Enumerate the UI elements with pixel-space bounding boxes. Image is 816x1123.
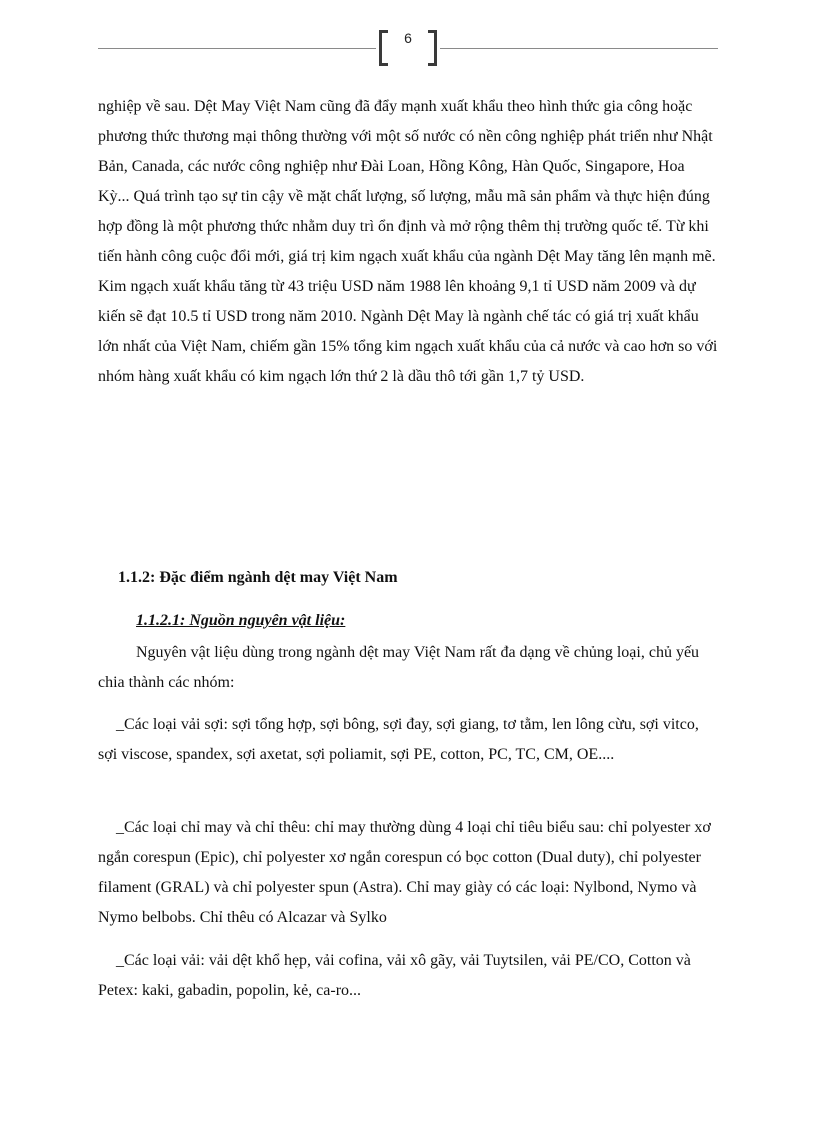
header-rule-right [440, 48, 718, 49]
header-rule-left [98, 48, 376, 49]
materials-intro-paragraph: Nguyên vật liệu dùng trong ngành dệt may Việt Nam rất đa dạng về chủng loại, chủ yếu chia thành các nhóm: [98, 644, 700, 691]
list-item-fabric-yarns: _Các loại vải sợi: sợi tổng hợp, sợi bông, sợi đay, sợi giang, tơ tằm, len lông cừu, sợi vitco, sợi viscose, spandex, sợi axetat, sợi poliamit, sợi PE, cotton, PC, TC, CM, OE.... [98, 716, 699, 763]
list-item-fabrics: _Các loại vải: vải dệt khổ hẹp, vải cofina, vải xô gãy, vải Tuytsilen, vải PE/CO, Cotton và Petex: kaki, gabadin, popolin, kẻ, ca-ro... [98, 952, 691, 999]
section-heading: 1.1.2: Đặc điểm ngành dệt may Việt Nam [118, 569, 398, 586]
list-item-threads: _Các loại chỉ may và chỉ thêu: chỉ may thường dùng 4 loại chỉ tiêu biểu sau: chỉ polyester xơ ngắn corespun (Epic), chỉ polyester xơ ngắn corespun có bọc cotton (Dual duty), chỉ polyester filament (GRAL) và chỉ polyester spun (Astra). Chỉ may giày có các loại: Nylbond, Nymo và Nymo belbobs. Chỉ thêu có Alcazar và Sylko [98, 819, 711, 926]
intro-paragraph: nghiệp về sau. Dệt May Việt Nam cũng đã đẩy mạnh xuất khẩu theo hình thức gia công hoặc phương thức thương mại thông thường với một số nước có nền công nghiệp phát triển như Nhật Bản, Canada, các nước công nghiệp như Đài Loan, Hồng Kông, Hàn Quốc, Singapore, Hoa Kỳ... Quá trình tạo sự tin cậy về mặt chất lượng, số lượng, mẫu mã sản phẩm và thực hiện đúng hợp đồng là một phương thức nhằm duy trì ổn định và mở rộng thêm thị trường quốc tế. Từ khi tiến hành công cuộc đổi mới, giá trị kim ngạch xuất khẩu của ngành Dệt May tăng lên mạnh mẽ. Kim ngạch xuất khẩu tăng từ 43 triệu USD năm 1988 lên khoảng 9,1 tỉ USD năm 2009 và dự kiến sẽ đạt 10.5 tỉ USD trong năm 2010. Ngành Dệt May là ngành chế tác có giá trị xuất khẩu lớn nhất của Việt Nam, chiếm gần 15% tổng kim ngạch xuất khẩu của cả nước và cao hơn so với nhóm hàng xuất khẩu có kim ngạch lớn thứ 2 là dầu thô tới gần 1,7 tỷ USD. [98, 98, 718, 385]
left-bracket-icon [379, 30, 388, 66]
right-bracket-icon [428, 30, 437, 66]
subsection-heading: 1.1.2.1: Nguồn nguyên vật liệu: [136, 612, 346, 629]
page-number: 6 [404, 30, 412, 46]
